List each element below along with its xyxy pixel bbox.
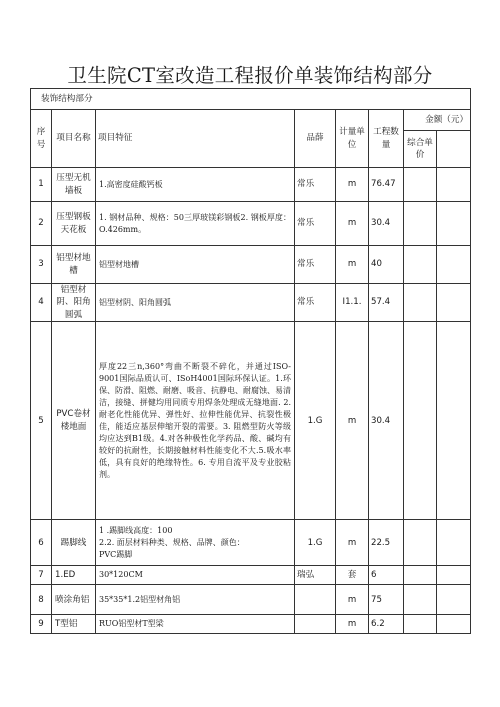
row-seq: 2 (31, 202, 52, 246)
row-brand: 常乐 (295, 202, 336, 246)
row-name: 喷涂角铝 (52, 585, 96, 615)
row-feature: 厚度22三n,360°弯曲不断裂不碎化，并通过ISO-9001国际品质认可、ISoH4001国际环保认证。1.环保、防滑、阻燃、耐磨、吸音、抗静电、耐腐蚀、易清洁，接缝、拼健均用同质专用焊条处理成无缝地面. 2. 耐老化性能优异、弹性好、拉伸性能优异、抗裂性极佳，能适应基层伸缩开裂的需要。3. 阻燃型防火等级均应达到B1级。4.对各种极性化学药品、酸、碱均有较好的抗耐性，长期接触材料性能变化不大.5.吸水率低，具有良好的绝缘特性。6. 专用自流平及专业胶粘剂。 (96, 322, 295, 520)
header-qty: 工程数量 (369, 110, 404, 168)
row-brand: 1.G (295, 322, 336, 520)
table-row (31, 585, 471, 615)
row-seq: 1 (31, 168, 52, 202)
header-seq: 序号 (31, 110, 52, 168)
row-seq: 9 (31, 615, 52, 634)
row-qty: 30.4 (369, 202, 404, 246)
page-title: 卫生院CT室改造工程报价单装饰结构部分 (67, 64, 433, 87)
table-row (31, 615, 471, 634)
row-total (437, 585, 471, 615)
row-name: 铝型材阴、阳角圆弧 (52, 284, 96, 322)
row-unit-price (404, 520, 437, 566)
row-feature: 35*35*1.2铝型材角铝 (96, 585, 295, 615)
row-feature: 1.高密度硅酸钙板 (96, 168, 295, 202)
row-unit-price (404, 585, 437, 615)
row-total (437, 246, 471, 284)
row-qty: 76.47 (369, 168, 404, 202)
row-unit: m (336, 520, 369, 566)
table-row (31, 246, 471, 284)
row-unit-price (404, 246, 437, 284)
row-feature: 铝型材阴、阳角圆弧 (96, 284, 295, 322)
row-unit-price (404, 566, 437, 585)
table-row (31, 168, 471, 202)
table-body (31, 168, 471, 634)
row-seq: 5 (31, 322, 52, 520)
row-brand: 1.G (295, 520, 336, 566)
row-unit: 套 (336, 566, 369, 585)
row-seq: 8 (31, 585, 52, 615)
header-brand: 品薛 (295, 110, 336, 168)
row-name: 铝型材地槽 (52, 246, 96, 284)
header-unit: 计量单位 (336, 110, 369, 168)
row-unit: m (336, 246, 369, 284)
row-seq: 3 (31, 246, 52, 284)
quote-table (30, 88, 471, 634)
row-seq: 6 (31, 520, 52, 566)
header-blank (437, 131, 471, 168)
row-unit-price (404, 615, 437, 634)
row-name: 1.ED (52, 566, 96, 585)
row-total (437, 202, 471, 246)
header-unit-price: 综合单价 (404, 131, 437, 168)
row-qty: 30.4 (369, 322, 404, 520)
row-unit-price (404, 202, 437, 246)
row-name: 压型无机墙板 (52, 168, 96, 202)
section-label: 装饰结构部分 (31, 89, 471, 110)
row-unit-price (404, 284, 437, 322)
row-brand: 瑞弘 (295, 566, 336, 585)
row-brand: 常乐 (295, 168, 336, 202)
section-row (31, 89, 471, 110)
row-name: PVC卷材楼地面 (52, 322, 96, 520)
row-name: T型铝 (52, 615, 96, 634)
row-total (437, 168, 471, 202)
row-name: 压型钢板天花板 (52, 202, 96, 246)
row-total (437, 615, 471, 634)
row-unit: m (336, 202, 369, 246)
row-total (437, 322, 471, 520)
row-brand: 常乐 (295, 246, 336, 284)
row-qty: 6 (369, 566, 404, 585)
row-brand: 常乐 (295, 284, 336, 322)
row-name: 踢脚线 (52, 520, 96, 566)
row-qty: 6.2 (369, 615, 404, 634)
row-unit: m (336, 615, 369, 634)
table-row (31, 566, 471, 585)
table-row (31, 284, 471, 322)
row-unit: m (336, 168, 369, 202)
row-brand (295, 585, 336, 615)
row-unit: m (336, 585, 369, 615)
header-feature: 项目特征 (96, 110, 295, 168)
row-seq: 7 (31, 566, 52, 585)
table-row (31, 202, 471, 246)
table-row (31, 322, 471, 520)
row-qty: 57.4 (369, 284, 404, 322)
row-feature: RUO铝型材T型梁 (96, 615, 295, 634)
row-seq: 4 (31, 284, 52, 322)
row-unit: m (336, 322, 369, 520)
header-amount: 金额（元） (404, 110, 471, 131)
header-row-1 (31, 110, 471, 131)
row-feature: 铝型材地槽 (96, 246, 295, 284)
row-unit-price (404, 168, 437, 202)
row-qty: 40 (369, 246, 404, 284)
row-unit: I1.1. (336, 284, 369, 322)
row-total (437, 284, 471, 322)
table-row (31, 520, 471, 566)
row-qty: 22.5 (369, 520, 404, 566)
row-brand (295, 615, 336, 634)
row-feature: 30*120CM (96, 566, 295, 585)
row-feature: 1. 钢材品种、规格：50三厚玻镁彩钢板2. 钢板厚度：O.426mm。 (96, 202, 295, 246)
row-total (437, 566, 471, 585)
row-total (437, 520, 471, 566)
row-unit-price (404, 322, 437, 520)
row-feature: 1 .踢脚线高度：100 2.2. 面层材料种类、规格、品牌、颜色： PVC踢脚 (96, 520, 295, 566)
header-name: 项目名称 (52, 110, 96, 168)
row-qty: 75 (369, 585, 404, 615)
